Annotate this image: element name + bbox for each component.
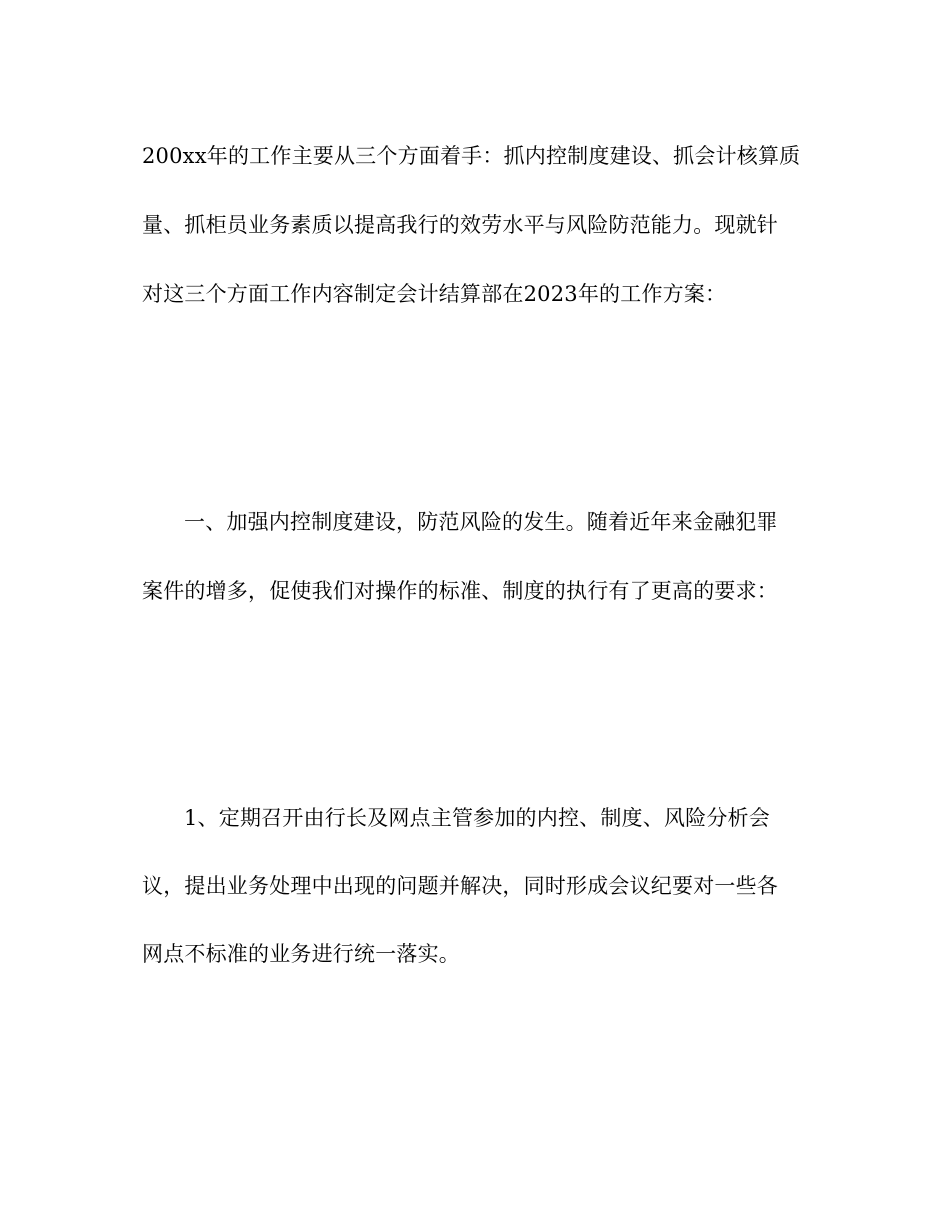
paragraph-1-line-2: 量、抓柜员业务素质以提高我行的效劳水平与风险防范能力。现就针 xyxy=(142,213,778,237)
paragraph-3-line-2: 议，提出业务处理中出现的问题并解决，同时形成会议纪要对一些各 xyxy=(142,874,778,898)
paragraph-1-line-1: 200xx年的工作主要从三个方面着手：抓内控制度建设、抓会计核算质 xyxy=(142,144,801,168)
paragraph-3-line-1: 1、定期召开由行长及网点主管参加的内控、制度、风险分析会 xyxy=(184,806,770,830)
paragraph-1-line-3: 对这三个方面工作内容制定会计结算部在2023年的工作方案： xyxy=(142,282,727,306)
paragraph-2-line-1: 一、加强内控制度建设，防范风险的发生。随着近年来金融犯罪 xyxy=(184,510,778,534)
paragraph-2-line-2: 案件的增多，促使我们对操作的标准、制度的执行有了更高的要求： xyxy=(142,579,778,603)
paragraph-3-line-3: 网点不标准的业务进行统一落实。 xyxy=(142,942,460,966)
